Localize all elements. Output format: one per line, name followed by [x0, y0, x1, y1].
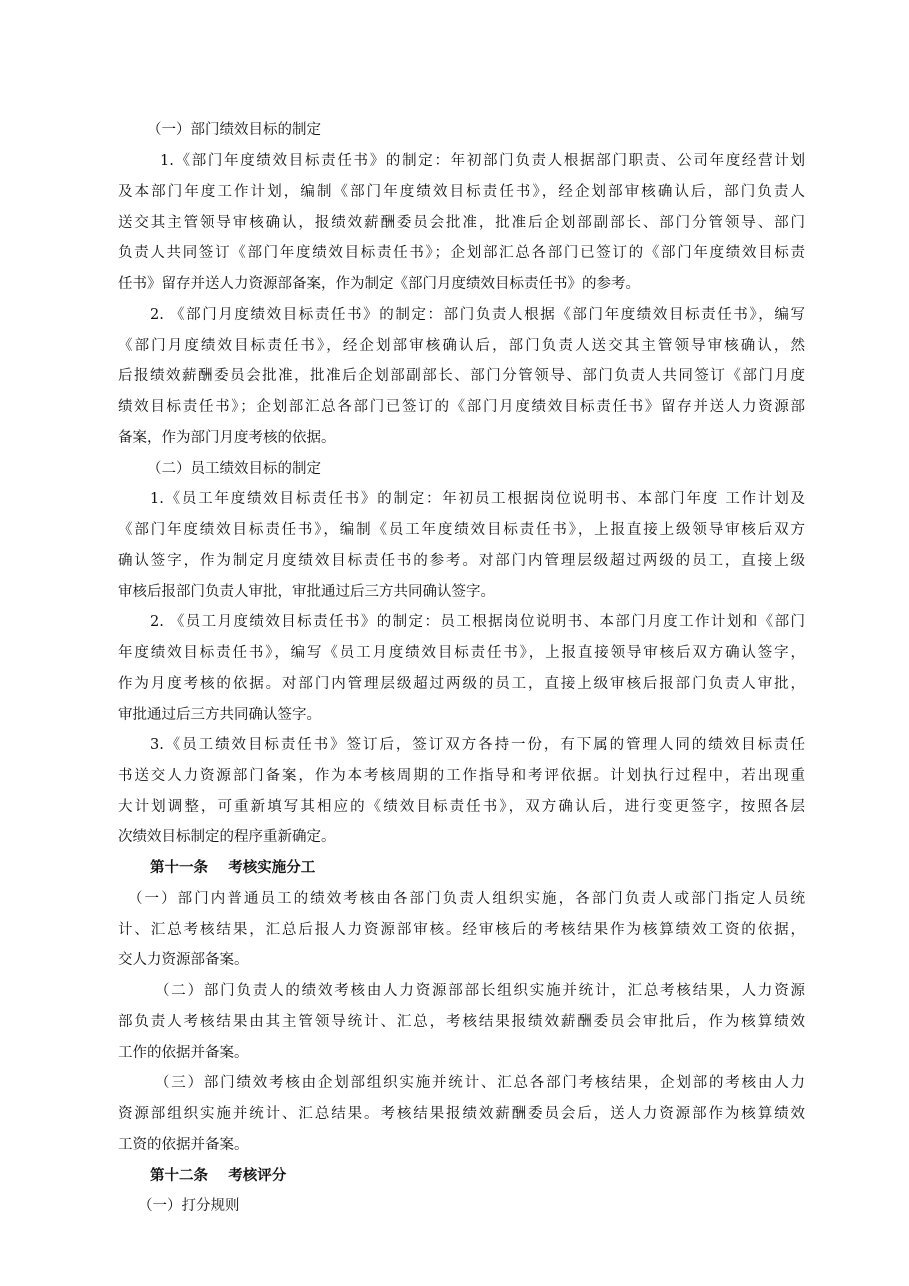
text-line: 2. 《员工月度绩效目标责任书》的制定：员工根据岗位说明书、本部门月度工作计划和《部门: [150, 614, 805, 630]
text-line: 及本部门年度工作计划，编制《部门年度绩效目标责任书》，经企划部审核确认后，部门负责人: [118, 184, 805, 200]
text-line: 《部门年度绩效目标责任书》，编制《员工年度绩效目标责任书》，上报直接上级领导审核后双方: [118, 522, 805, 538]
text-line: 计、汇总考核结果，汇总后报人力资源部审核。经审核后的考核结果作为核算绩效工资的依据，: [118, 922, 805, 938]
article-11-heading: 第十一条 考核实施分工: [150, 859, 316, 876]
text-line: 1.《部门年度绩效目标责任书》的制定：年初部门负责人根据部门职责、公司年度经营计划: [160, 153, 805, 169]
text-line: 后报绩效薪酬委员会批准，批准后企划部副部长、部门分管领导、部门负责人共同签订《部门月度: [118, 368, 805, 384]
text-line: 工作的依据并备案。: [118, 1045, 249, 1061]
text-line: （三）部门绩效考核由企划部组织实施并统计、汇总各部门考核结果，企划部的考核由人力: [155, 1075, 805, 1091]
section-heading-employee-goals: （二）员工绩效目标的制定: [147, 461, 321, 477]
text-line: 确认签字，作为制定月度绩效目标责任书的参考。对部门内管理层级超过两级的员工，直接上级: [118, 553, 805, 569]
text-line: 次绩效目标制定的程序重新确定。: [118, 829, 336, 845]
text-line: 3.《员工绩效目标责任书》签订后，签订双方各持一份，有下属的管理人同的绩效目标责任: [150, 737, 805, 753]
section-heading-dept-goals: （一）部门绩效目标的制定: [147, 122, 321, 138]
text-line: 备案，作为部门月度考核的依据。: [118, 430, 336, 446]
text-line: 任书》留存并送人力资源部备案，作为制定《部门月度绩效目标责任书》的参考。: [118, 276, 640, 292]
text-line: 绩效目标责任书》；企划部汇总各部门已签订的《部门月度绩效目标责任书》留存并送人力资源部: [118, 399, 805, 415]
text-line: 年度绩效目标责任书》，编写《员工月度绩效目标责任书》，上报直接领导审核后双方确认签字，: [118, 645, 805, 661]
text-line: 交人力资源部备案。: [118, 952, 249, 968]
section-heading-scoring-rules: （一）打分规则: [138, 1198, 240, 1214]
text-line: 1.《员工年度绩效目标责任书》的制定：年初员工根据岗位说明书、本部门年度 工作计划及: [150, 491, 805, 507]
text-line: 资源部组织实施并统计、汇总结果。考核结果报绩效薪酬委员会后，送人力资源部作为核算绩效: [118, 1106, 805, 1122]
text-line: 作为月度考核的依据。对部门内管理层级超过两级的员工，直接上级审核后报部门负责人审批，: [118, 676, 805, 692]
text-line: 审批通过后三方共同确认签字。: [118, 707, 321, 723]
text-line: 审核后报部门负责人审批，审批通过后三方共同确认签字。: [118, 584, 495, 600]
text-line: 2. 《部门月度绩效目标责任书》的制定：部门负责人根据《部门年度绩效目标责任书》，编写: [150, 307, 805, 323]
text-line: 部负责人考核结果由其主管领导统计、汇总，考核结果报绩效薪酬委员会审批后，作为核算绩效: [118, 1014, 805, 1030]
text-line: 负责人共同签订《部门年度绩效目标责任书》；企划部汇总各部门已签订的《部门年度绩效目标责: [118, 245, 805, 261]
text-line: 《部门月度绩效目标责任书》，经企划部审核确认后，部门负责人送交其主管领导审核确认，然: [118, 338, 805, 354]
text-line: 送交其主管领导审核确认，报绩效薪酬委员会批准，批准后企划部副部长、部门分管领导、部门: [118, 215, 805, 231]
article-12-heading: 第十二条 考核评分: [150, 1167, 287, 1184]
text-line: 工资的依据并备案。: [118, 1137, 249, 1153]
text-line: 书送交人力资源部门备案，作为本考核周期的工作指导和考评依据。计划执行过程中，若出现重: [118, 768, 805, 784]
text-line: 大计划调整，可重新填写其相应的《绩效目标责任书》，双方确认后，进行变更签字，按照各层: [118, 799, 805, 815]
text-line: （二）部门负责人的绩效考核由人力资源部部长组织实施并统计，汇总考核结果，人力资源: [155, 983, 805, 999]
text-line: （一）部门内普通员工的绩效考核由各部门负责人组织实施，各部门负责人或部门指定人员统: [128, 891, 805, 907]
